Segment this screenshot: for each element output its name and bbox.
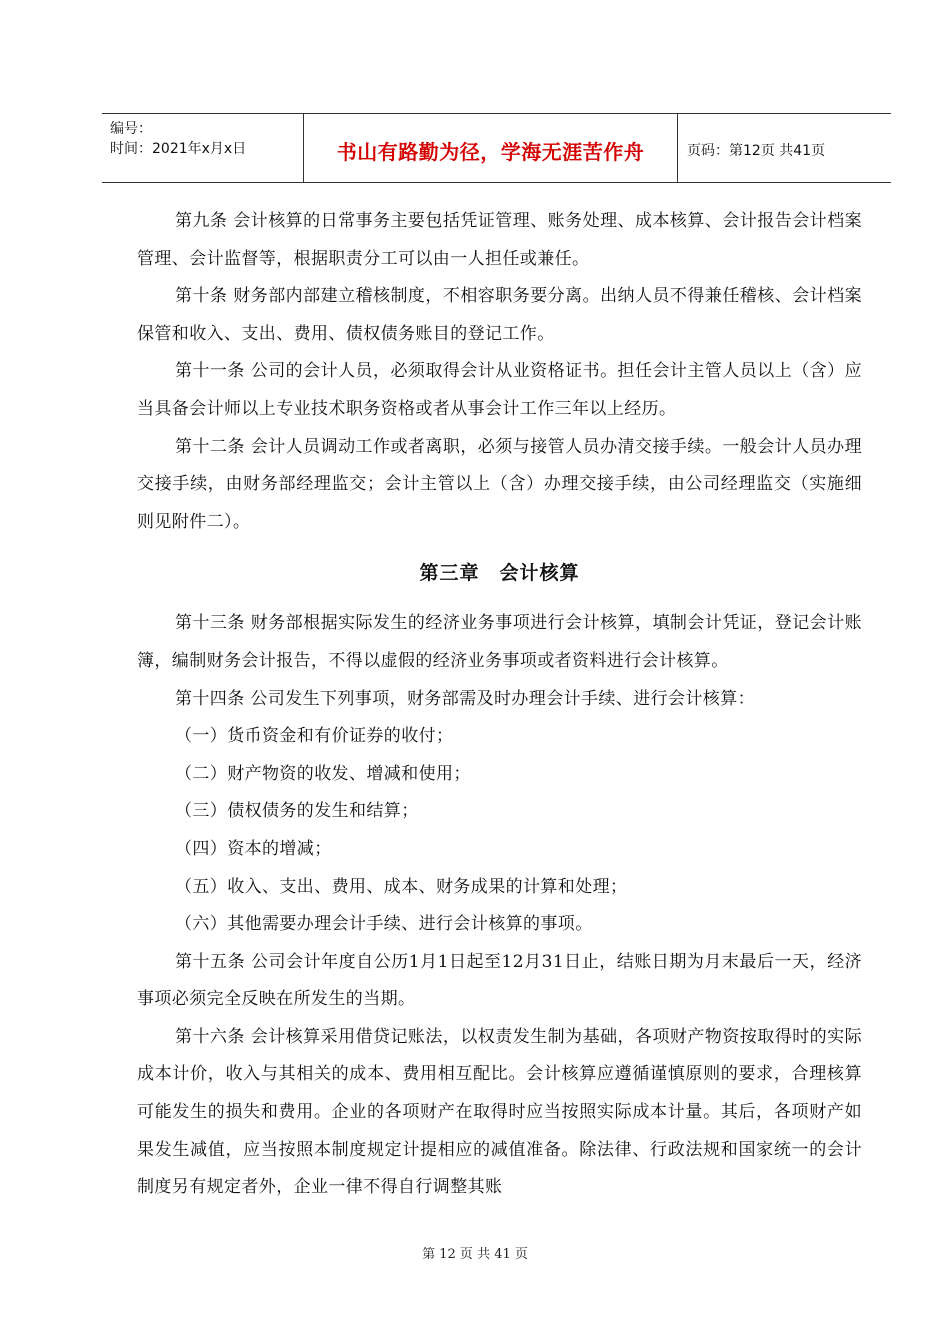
document-date: 时间：2021年x月x日 <box>110 141 247 157</box>
header-page-cell <box>678 114 891 182</box>
header-page-info: 页码：第12页 共41页 <box>687 143 826 159</box>
article-15: 第十五条 公司会计年度自公历1月1日起至12月31日止，结账日期为月末最后一天，经济事项必须完全反映在所发生的当期。 <box>137 951 862 1010</box>
article-16: 第十六条 会计核算采用借贷记账法，以权责发生制为基础，各项财产物资按取得时的实际成本计价，收入与其相关的成本、费用相互配比。会计核算应遵循谨慎原则的要求，合理核算可能发生的损失和费用。企业的各项财产在取得时应当按照实际成本计量。其后，各项财产如果发生减值，应当按照本制度规定计提相应的减值准备。除法律、行政法规和国家统一的会计制度另有规定者外，企业一律不得自行调整其账 <box>137 1026 862 1198</box>
article-10: 第十条 财务部内部建立稽核制度，不相容职务要分离。出纳人员不得兼任稽核、会计档案保管和收入、支出、费用、债权债务账目的登记工作。 <box>137 286 862 344</box>
article-14: 第十四条 公司发生下列事项，财务部需及时办理会计手续、进行会计核算： <box>175 688 756 709</box>
list-item: （二）财产物资的收发、增减和使用； <box>175 763 471 784</box>
article-11: 第十一条 公司的会计人员，必须取得会计从业资格证书。担任会计主管人员以上（含）应当具备会计师以上专业技术职务资格或者从事会计工作三年以上经历。 <box>137 361 862 419</box>
list-item: （四）资本的增减； <box>175 838 332 859</box>
header-motto: 书山有路勤为径，学海无涯苦作舟 <box>336 140 645 164</box>
article-9: 第九条 会计核算的日常事务主要包括凭证管理、账务处理、成本核算、会计报告会计档案管理、会计监督等，根据职责分工可以由一人担任或兼任。 <box>137 211 862 269</box>
document-body <box>137 203 862 1207</box>
list-item: （六）其他需要办理会计手续、进行会计核算的事项。 <box>175 914 593 935</box>
list-item: （一）货币资金和有价证券的收付； <box>175 726 454 747</box>
page-footer: 第 12 页 共 41 页 <box>422 1247 528 1262</box>
article-12: 第十二条 会计人员调动工作或者离职，必须与接管人员办清交接手续。一般会计人员办理交接手续，由财务部经理监交；会计主管以上（含）办理交接手续，由公司经理监交（实施细则见附件二）。 <box>137 436 862 532</box>
header-meta-cell <box>102 114 304 182</box>
list-item: （三）债权债务的发生和结算； <box>175 801 419 822</box>
article-13: 第十三条 财务部根据实际发生的经济业务事项进行会计核算，填制会计凭证，登记会计账簿，编制财务会计报告，不得以虚假的经济业务事项或者资料进行会计核算。 <box>137 613 862 671</box>
document-header <box>102 113 891 183</box>
chapter-title: 第三章 会计核算 <box>419 562 580 585</box>
document-code-label: 编号： <box>110 121 152 137</box>
header-motto-cell <box>304 114 678 182</box>
list-item: （五）收入、支出、费用、成本、财务成果的计算和处理； <box>175 876 628 897</box>
